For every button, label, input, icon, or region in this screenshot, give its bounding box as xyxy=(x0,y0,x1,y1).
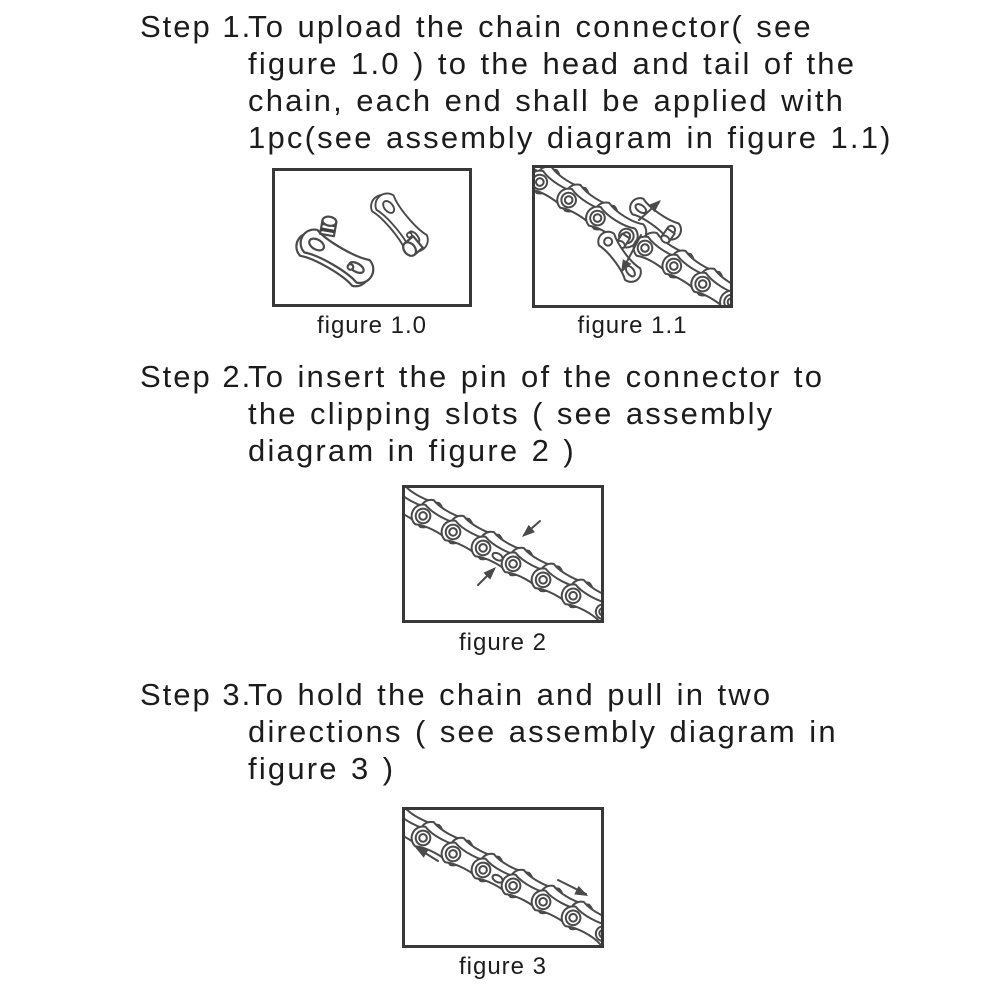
chain-segments-art xyxy=(535,168,730,305)
figure-1-1-box xyxy=(532,165,733,308)
step-3-line-1: To hold the chain and pull in two xyxy=(248,677,773,712)
step-1-line-2: figure 1.0 ) to the head and tail of the xyxy=(248,46,857,81)
step-2-line-3: diagram in figure 2 ) xyxy=(248,433,576,468)
figure-1-0-box xyxy=(272,168,472,307)
step-3-label: Step 3. xyxy=(140,677,253,712)
step-2-line-1: To insert the pin of the connector to xyxy=(248,359,825,394)
step-1-label: Step 1. xyxy=(140,9,253,44)
figure-2-caption: figure 2 xyxy=(458,629,548,656)
step-3-line-2: directions ( see assembly diagram in xyxy=(248,714,838,749)
step-1-text xyxy=(248,8,893,156)
arrow-up-right-icon xyxy=(478,564,499,585)
chain-art xyxy=(405,810,601,945)
step-1-line-1: To upload the chain connector( see xyxy=(248,9,813,44)
figure-1-1-caption: figure 1.1 xyxy=(577,312,688,339)
chain-art xyxy=(405,488,601,620)
step-3-text xyxy=(248,676,838,787)
step-3-line-3: figure 3 ) xyxy=(248,751,396,786)
arrow-down-left-icon xyxy=(519,521,540,541)
pin-insert-drawing xyxy=(405,488,601,620)
step-2-label: Step 2. xyxy=(140,359,253,394)
figure-3-caption: figure 3 xyxy=(458,953,548,980)
step-1-line-4: 1pc(see assembly diagram in figure 1.1) xyxy=(248,120,893,155)
figure-1-0-caption: figure 1.0 xyxy=(316,312,428,339)
connector-assembly-drawing xyxy=(535,168,730,305)
figure-3-box xyxy=(402,807,604,948)
step-2-line-2: the clipping slots ( see assembly xyxy=(248,396,775,431)
pull-directions-drawing xyxy=(405,810,601,945)
step-2-text xyxy=(248,358,824,469)
connector-pair-drawing xyxy=(275,171,469,304)
figure-2-box xyxy=(402,485,604,623)
step-1-line-3: chain, each end shall be applied with xyxy=(248,83,846,118)
connector-links-art xyxy=(292,188,433,292)
